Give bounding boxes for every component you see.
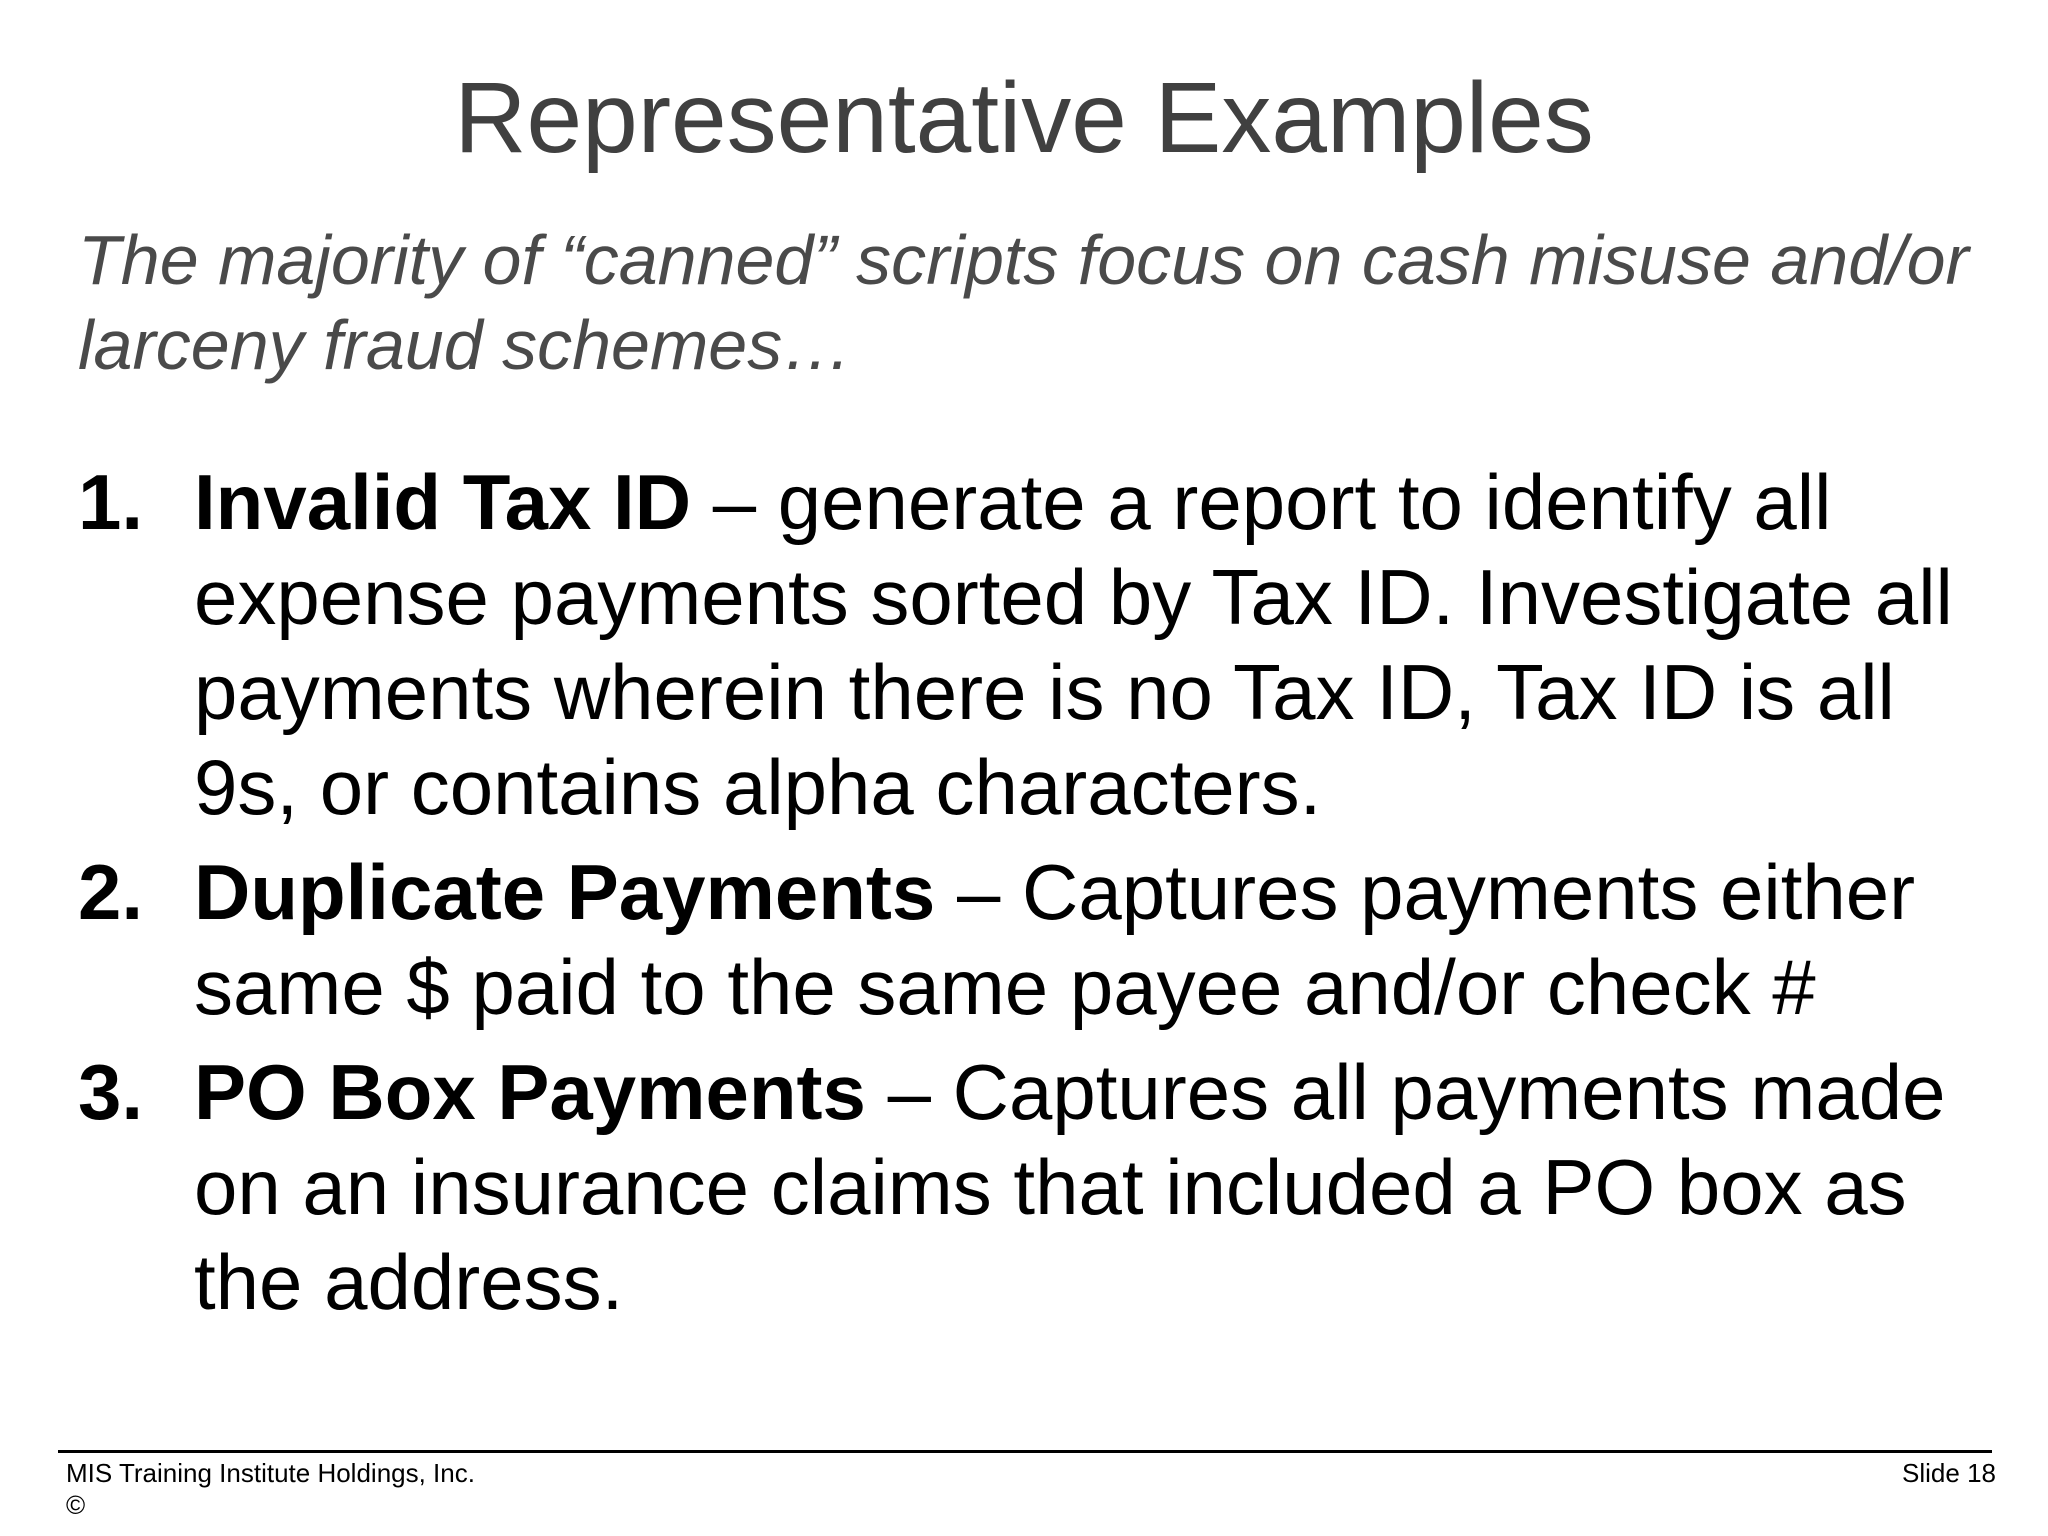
list-item-term: Invalid Tax ID (194, 458, 692, 546)
list-item-term: Duplicate Payments (194, 848, 936, 936)
footer-slide-number: Slide 18 (1902, 1458, 1996, 1488)
list-item-term: PO Box Payments (194, 1048, 866, 1136)
list-item-description: – Captures payments either same $ paid to the same payee and/or check # (194, 848, 1916, 1031)
examples-list (78, 455, 2008, 1340)
list-item-number: 3. (78, 1048, 144, 1136)
list-item-description: – Captures all payments made on an insurance claims that included a PO box as the address. (194, 1048, 1946, 1326)
list-item-number: 1. (78, 458, 144, 546)
list-item (78, 1045, 2008, 1330)
footer-company-name: MIS Training Institute Holdings, Inc. (66, 1458, 475, 1488)
list-item-description: – generate a report to identify all expense payments sorted by Tax ID. Investigate all payments wherein there is no Tax ID, Tax ID is all 9s, or contains alpha characters. (194, 458, 1953, 831)
footer-company (66, 1457, 475, 1521)
list-item-number: 2. (78, 848, 144, 936)
footer-divider (58, 1450, 1992, 1453)
footer-copyright: © (66, 1490, 86, 1520)
slide-subtitle: The majority of “canned” scripts focus on cash misuse and/or larceny fraud schemes… (78, 221, 1969, 384)
slide-title: Representative Examples (454, 62, 1594, 174)
list-item (78, 845, 2008, 1035)
list-item (78, 455, 2008, 835)
